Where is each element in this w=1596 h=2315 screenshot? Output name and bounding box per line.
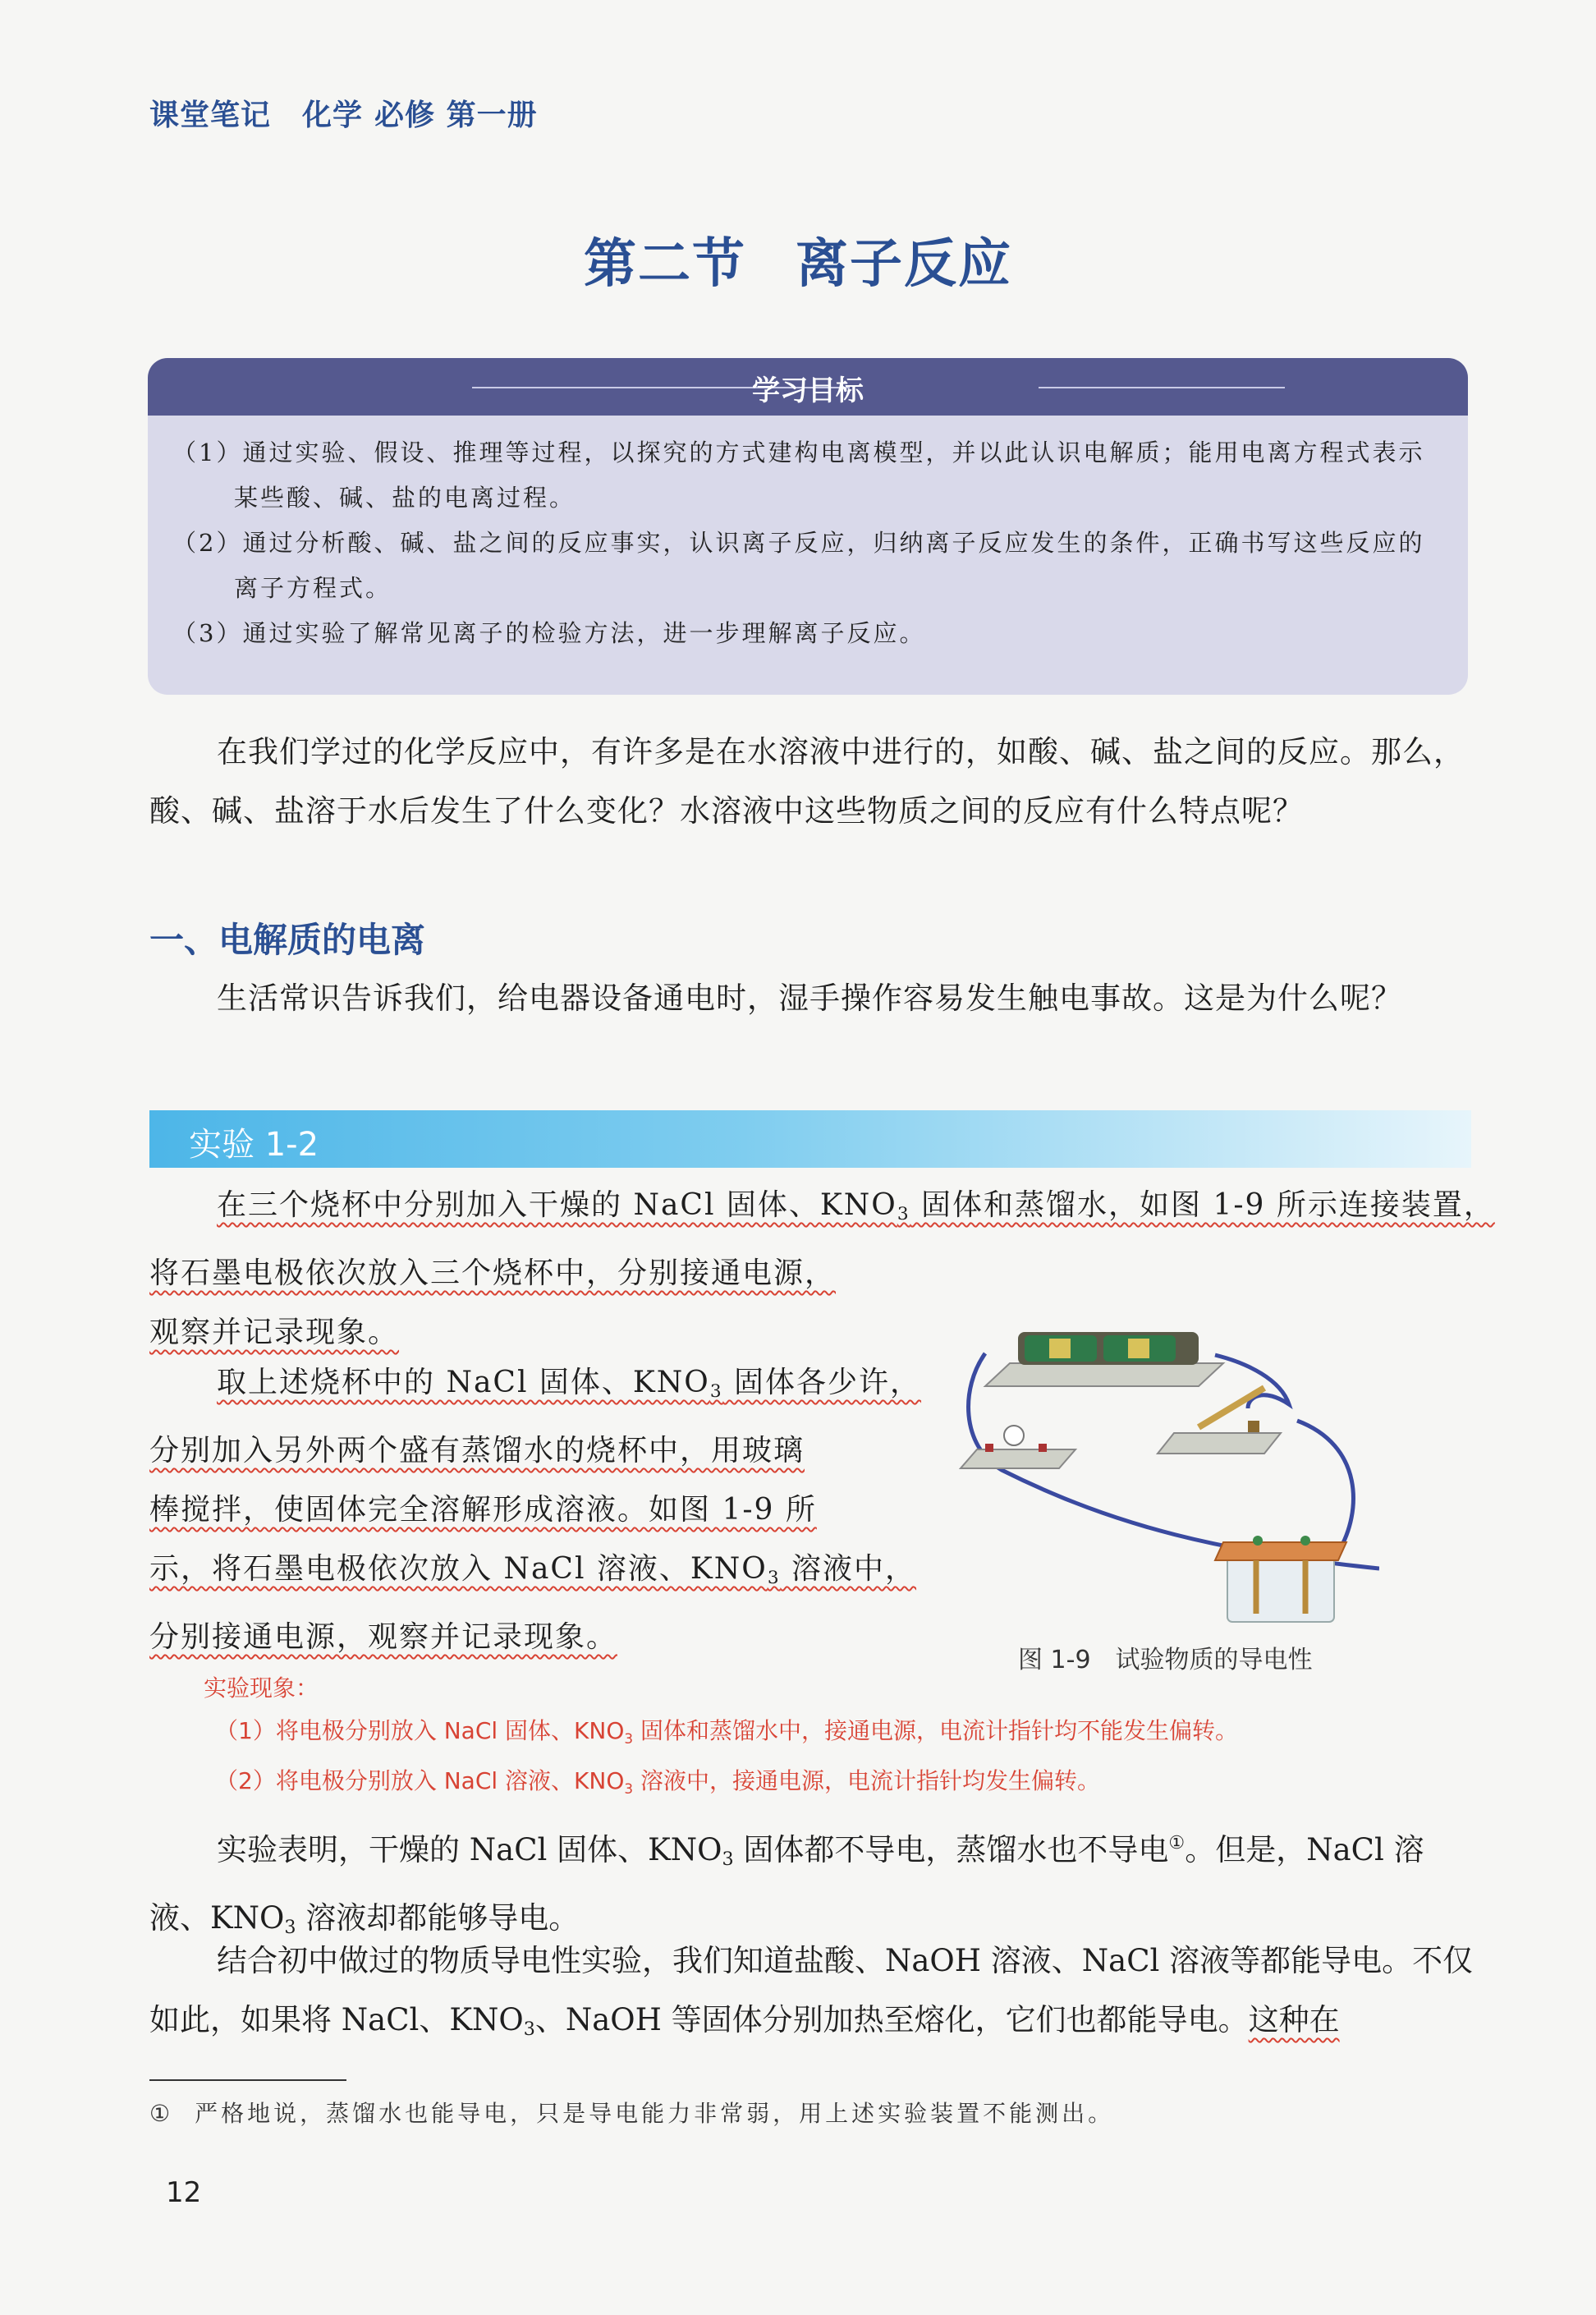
footnote-rule: [149, 2079, 346, 2081]
conductivity-apparatus-figure: [952, 1281, 1379, 1626]
observations-label: 实验现象：: [204, 1674, 319, 1702]
footnote-mark: ①: [149, 2100, 171, 2127]
exp2-line: 示，将石墨电极依次放入 NaCl 溶液、$KNO_3$ 溶液中，: [149, 1552, 917, 1588]
intro-paragraph: 在我们学过的化学反应中，有许多是在水溶液中进行的，如酸、碱、盐之间的反应。那么，酸、碱、盐溶于水后发生了什么变化？水溶液中这些物质之间的反应有什么特点呢？: [149, 734, 1465, 829]
section-name: 离子反应: [796, 234, 1012, 295]
header-subject: 化学: [302, 99, 364, 132]
goal-item: （3）通过实验了解常见离子的检验方法，进一步理解离子反应。: [172, 619, 926, 647]
exp1-line: 将石墨电极依次放入三个烧杯中，分别接通电源，: [149, 1256, 837, 1290]
exp2-line: 取上述烧杯中的 NaCl 固体、$KNO_3$ 固体各少许，: [217, 1366, 922, 1402]
observation-item: （2）将电极分别放入 NaCl 溶液、$KNO_3$ 溶液中，接通电源，电流计指针均发生偏转。: [215, 1767, 1100, 1797]
exp2-line: 棒搅拌，使固体完全溶解形成溶液。如图 1-9 所: [149, 1493, 817, 1527]
section-number: 第二节: [584, 234, 746, 295]
exp2-line: 分别接通电源，观察并记录现象。: [149, 1620, 618, 1654]
experiment-label: 实验 1-2: [189, 1126, 319, 1164]
learning-goals-list: [172, 430, 1449, 656]
learning-goals-header: [148, 358, 1468, 416]
header-volume: 必修 第一册: [374, 99, 538, 132]
section-heading: 一、电解质的电离: [149, 920, 426, 960]
learning-goals-box: [148, 358, 1468, 695]
learning-goals-title: 学习目标: [752, 374, 864, 407]
section-question: 生活常识告诉我们，给电器设备通电时，湿手操作容易发生触电事故。这是为什么呢？: [217, 981, 1402, 1016]
experiment-banner: [149, 1110, 1471, 1168]
exp1-line: 观察并记录现象。: [149, 1316, 400, 1349]
battery-board-icon: [985, 1363, 1223, 1386]
page-title: [0, 222, 1596, 297]
exp1-line: 在三个烧杯中分别加入干燥的 NaCl 固体、$KNO_3$ 固体和蒸馏水，如图 1-9 所示连接装置，: [217, 1188, 1495, 1224]
page-number: 12: [166, 2176, 202, 2209]
footnote-ref: ①: [1168, 1832, 1186, 1853]
header-book: 课堂笔记: [149, 99, 272, 132]
experiment-paragraph-2: [149, 1353, 922, 1667]
goal-item: （1）通过实验、假设、推理等过程，以探究的方式建构电离模型，并以此认识电解质；能用电离方程式表示某些酸、碱、盐的电离过程。: [172, 439, 1425, 512]
bulb-base-icon: [961, 1449, 1075, 1468]
figure-caption: 图 1-9 试验物质的导电性: [1018, 1646, 1313, 1674]
footnote: [149, 2096, 1114, 2129]
exp2-line: 分别加入另外两个盛有蒸馏水的烧杯中，用玻璃: [149, 1434, 805, 1468]
observation-item: （1）将电极分别放入 NaCl 固体、$KNO_3$ 固体和蒸馏水中，接通电源，电流计指针均不能发生偏转。: [215, 1717, 1238, 1747]
experiment-observations: [204, 1667, 1484, 1810]
result-paragraph: 实验表明，干燥的 NaCl 固体、$KNO_3$ 固体都不导电，蒸馏水也不导电①。但是，NaCl 溶液、$KNO_3$ 溶液却都能够导电。: [149, 1832, 1424, 1938]
footnote-text: 严格地说，蒸馏水也能导电，只是导电能力非常弱，用上述实验装置不能测出。: [195, 2100, 1115, 2127]
header-rule-right: [1039, 387, 1285, 388]
conductivity-paragraph: 结合初中做过的物质导电性实验，我们知道盐酸、NaOH 溶液、NaCl 溶液等都能导电。不仅如此，如果将 NaCl、$KNO_3$、NaOH 等固体分别加热至熔化，它们也都能导电。这种在: [149, 1943, 1474, 2040]
goal-item: （2）通过分析酸、碱、盐之间的反应事实，认识离子反应，归纳离子反应发生的条件，正确书写这些反应的离子方程式。: [172, 529, 1425, 602]
bulb-icon: [1004, 1426, 1024, 1445]
running-header: [149, 92, 569, 134]
switch-icon: [1158, 1433, 1281, 1454]
